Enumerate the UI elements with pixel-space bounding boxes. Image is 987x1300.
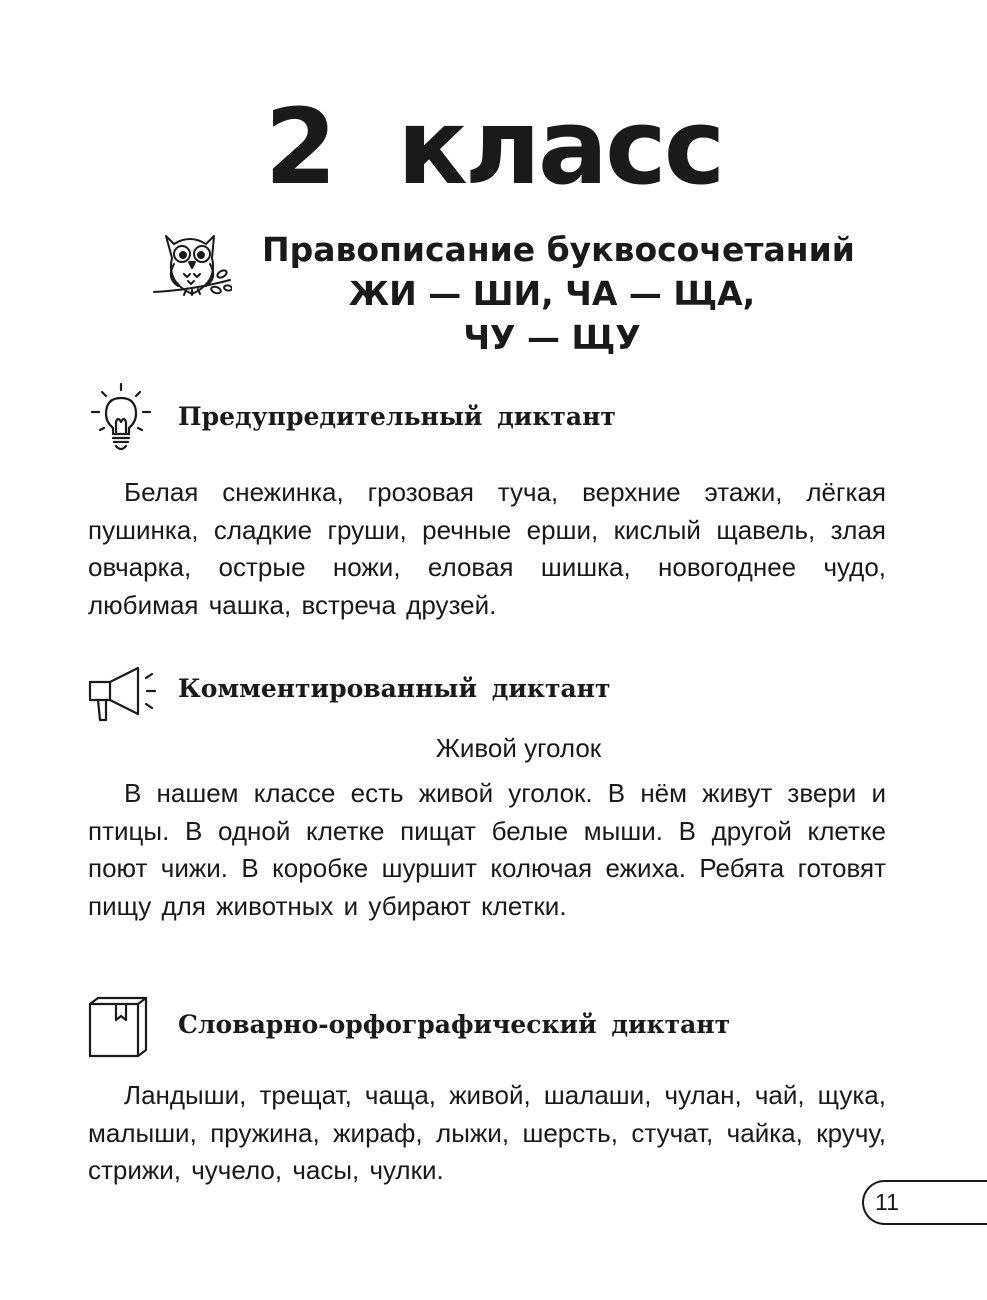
section-heading-warning-dictation: Предупредительный диктант <box>178 402 616 431</box>
lightbulb-icon <box>88 382 154 454</box>
section-heading-vocabulary-dictation: Словарно-орфографический диктант <box>178 1010 731 1039</box>
story-title: Живой уголок <box>435 733 602 763</box>
page-title: 2 класс <box>264 86 723 208</box>
section-heading-commented-dictation: Комментированный диктант <box>178 674 611 703</box>
topic-line-1: Правописание буквосочетаний <box>262 230 855 269</box>
section-text-vocabulary-dictation: Ландыши, трещат, чаща, живой, шалаши, чулан, чай, щука, малыши, пружина, жираф, лыжи, шерсть, стучат, чайка, кручу, стрижи, чучело, часы, чулки. <box>88 1080 886 1185</box>
page-number: 11 <box>875 1189 899 1215</box>
topic-line-3: ЧУ — ЩУ <box>463 318 641 357</box>
owl-icon <box>152 228 232 303</box>
book-icon <box>88 996 150 1060</box>
section-text-warning-dictation: Белая снежинка, грозовая туча, верхние этажи, лёгкая пушинка, сладкие груши, речные ерши, кислый щавель, злая овчарка, острые ножи, еловая шишка, новогоднее чудо, любимая чашка, встреча друзей. <box>88 477 886 620</box>
topic-heading <box>262 228 855 360</box>
topic-line-2: ЖИ — ШИ, ЧА — ЩА, <box>348 274 756 313</box>
megaphone-icon <box>86 664 160 724</box>
section-text-commented-dictation: В нашем классе есть живой уголок. В нём живут звери и птицы. В одной клетке пищат белые мыши. В другой клетке поют чижи. В коробке шуршит колючая ежиха. Ребята готовят пищу для животных и убирают клетки. <box>88 778 886 921</box>
